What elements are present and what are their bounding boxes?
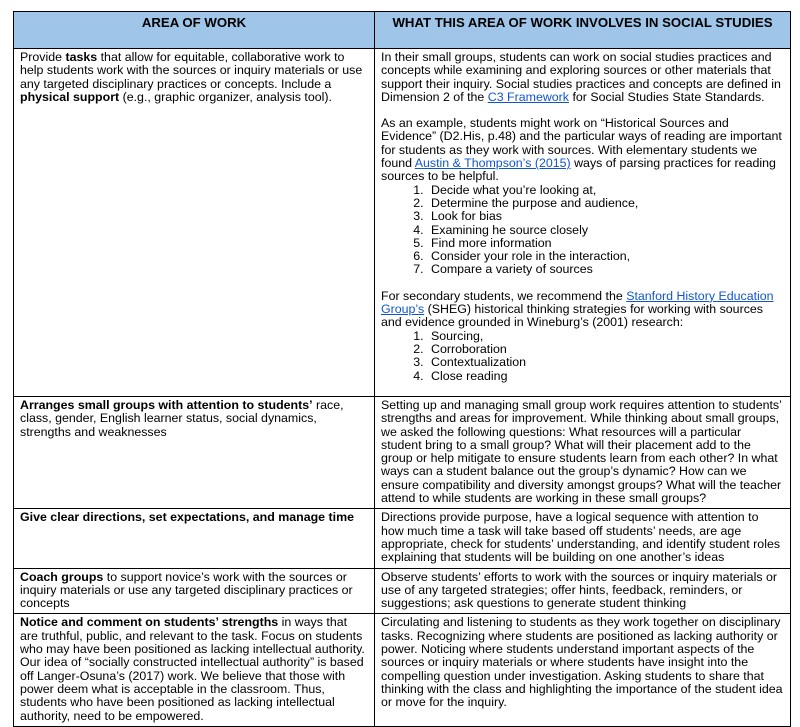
- paragraph: [20, 511, 368, 524]
- reading-practices-list: [381, 184, 784, 277]
- cell-coach-groups-involves: [375, 568, 791, 614]
- list-item: 3. Look for bias: [427, 210, 784, 223]
- cell-arranges-groups-area: [14, 397, 375, 509]
- cell-notice-strengths-involves: [375, 614, 791, 726]
- list-item: 4. Close reading: [427, 370, 784, 383]
- text-segment: As an example, students might work on “Historical Sources and Evidence” (D2.His, p.48) and the particular ways of reading are important for students as they work with sources. With elementary students we found: [381, 116, 782, 171]
- column-header-involves: WHAT THIS AREA OF WORK INVOLVES IN SOCIAL STUDIES: [375, 12, 791, 49]
- cell-tasks-involves: [375, 49, 791, 397]
- c3-framework-link[interactable]: C3 Framework: [487, 89, 570, 104]
- text-segment: race, class, gender, English learner status, social dynamics, strengths and weaknesses: [20, 398, 344, 439]
- text-segment: Provide: [20, 50, 66, 64]
- text-segment: in ways that are truthful, public, and relevant to the task. Focus on students who may have been positioned as lacking intellectual authority. Our idea of “socially constructed intellectual authority” is based off Langer-Osuna’s (2017) work. We believe that those with power deem what is acceptable in the classroom. Thus, students who have been positioned as lacking intellectual authority, need to be empowered.: [20, 615, 365, 723]
- list-item: 7. Compare a variety of sources: [427, 263, 784, 276]
- list-item: 6. Consider your role in the interaction,: [427, 250, 784, 263]
- cell-directions-area: [14, 509, 375, 568]
- cell-coach-groups-area: [14, 568, 375, 614]
- text-segment: (e.g., graphic organizer, analysis tool).: [119, 89, 332, 104]
- paragraph: [381, 51, 784, 104]
- paragraph: Circulating and listening to students as they work together on disciplinary tasks. Recognizing where students are positioned as lacking authority or power. Noticing where students understand important aspects of the sources or inquiry materials or where students have insight into the compelling question under investigation. Asking students to share that thinking with the class and highlighting the importance of the student idea or move for the inquiry.: [381, 615, 783, 710]
- bold-segment: Give clear directions, set expectations, and manage time: [20, 510, 354, 525]
- list-item: 2. Corroboration: [427, 343, 784, 356]
- paragraph: [381, 117, 784, 183]
- text-segment: for Social Studies State Standards.: [569, 89, 765, 104]
- paragraph: [20, 399, 368, 439]
- column-header-area-of-work: AREA OF WORK: [14, 12, 375, 49]
- paragraph: Directions provide purpose, have a logical sequence with attention to how much time a task will take based off students’ needs, are age appropriate, check for students’ understanding, and identify student roles explaining that students will be building on one another’s ideas: [381, 510, 781, 565]
- table-row: [14, 568, 791, 614]
- text-segment: to support novice’s work with the sources or inquiry materials or use any targeted disciplinary practices or concepts: [20, 569, 353, 611]
- list-item: 1. Decide what you’re looking at,: [427, 184, 784, 197]
- paragraph: Observe students’ efforts to work with the sources or inquiry materials or use of any targeted strategies; offer hints, feedback, reminders, or suggestions; ask questions to generate student thinking: [381, 569, 777, 611]
- paragraph: [20, 51, 368, 104]
- historical-thinking-list: [381, 330, 784, 383]
- area-of-work-table: [13, 11, 791, 727]
- list-item: 2. Determine the purpose and audience,: [427, 197, 784, 210]
- bold-segment: tasks: [65, 50, 98, 64]
- bold-segment: physical support: [20, 89, 120, 104]
- text-segment: that allow for equitable, collaborative work to help students work with the sources or inquiry materials or use any targeted disciplinary practices or concepts. Include a: [20, 50, 363, 91]
- bold-segment: Coach groups: [20, 569, 104, 584]
- list-item: 5. Find more information: [427, 237, 784, 250]
- text-segment: For secondary students, we recommend the: [381, 288, 627, 303]
- austin-thompson-link[interactable]: Austin & Thompson’s (2015): [414, 156, 571, 171]
- sheg-link[interactable]: Stanford History Education Group’s: [381, 288, 774, 317]
- list-item: 4. Examining he source closely: [427, 224, 784, 237]
- text-segment: (SHEG) historical thinking strategies for working with sources and evidence grounded in Wineburg’s (2001) research:: [381, 302, 763, 330]
- table-row: [14, 509, 791, 568]
- paragraph: [20, 616, 368, 722]
- list-item: 1. Sourcing,: [427, 330, 784, 343]
- table-header-row: [14, 12, 791, 49]
- list-item: 3. Contextualization: [427, 356, 784, 369]
- table-row: [14, 397, 791, 509]
- text-segment: In their small groups, students can work on social studies practices and concepts while examining and exploring sources or other materials that support their inquiry. Social studies practices and concepts are defined in Dimension 2 of the: [381, 50, 781, 104]
- table-row: [14, 49, 791, 397]
- paragraph: Setting up and managing small group work requires attention to students’ strengths and areas for improvement. While thinking about small groups, we asked the following questions: What resources will a particular student bring to a small group? What will their placement add to the group or help mitigate to ensure students learn from each other? In what ways can a student balance out the group’s dynamic? How can we ensure compatibility and diversity amongst groups? What will the teacher attend to while students are working in these small groups?: [381, 398, 782, 506]
- text-segment: ways of parsing practices for reading sources to be helpful.: [381, 156, 776, 184]
- cell-arranges-groups-involves: [375, 397, 791, 509]
- paragraph: [20, 571, 368, 611]
- cell-notice-strengths-area: [14, 614, 375, 726]
- paragraph: [381, 290, 784, 330]
- bold-segment: Notice and comment on students’ strengths: [20, 615, 279, 630]
- table-row: [14, 614, 791, 726]
- cell-tasks-area: [14, 49, 375, 397]
- bold-segment: Arranges small groups with attention to students’: [20, 398, 313, 412]
- cell-directions-involves: [375, 509, 791, 568]
